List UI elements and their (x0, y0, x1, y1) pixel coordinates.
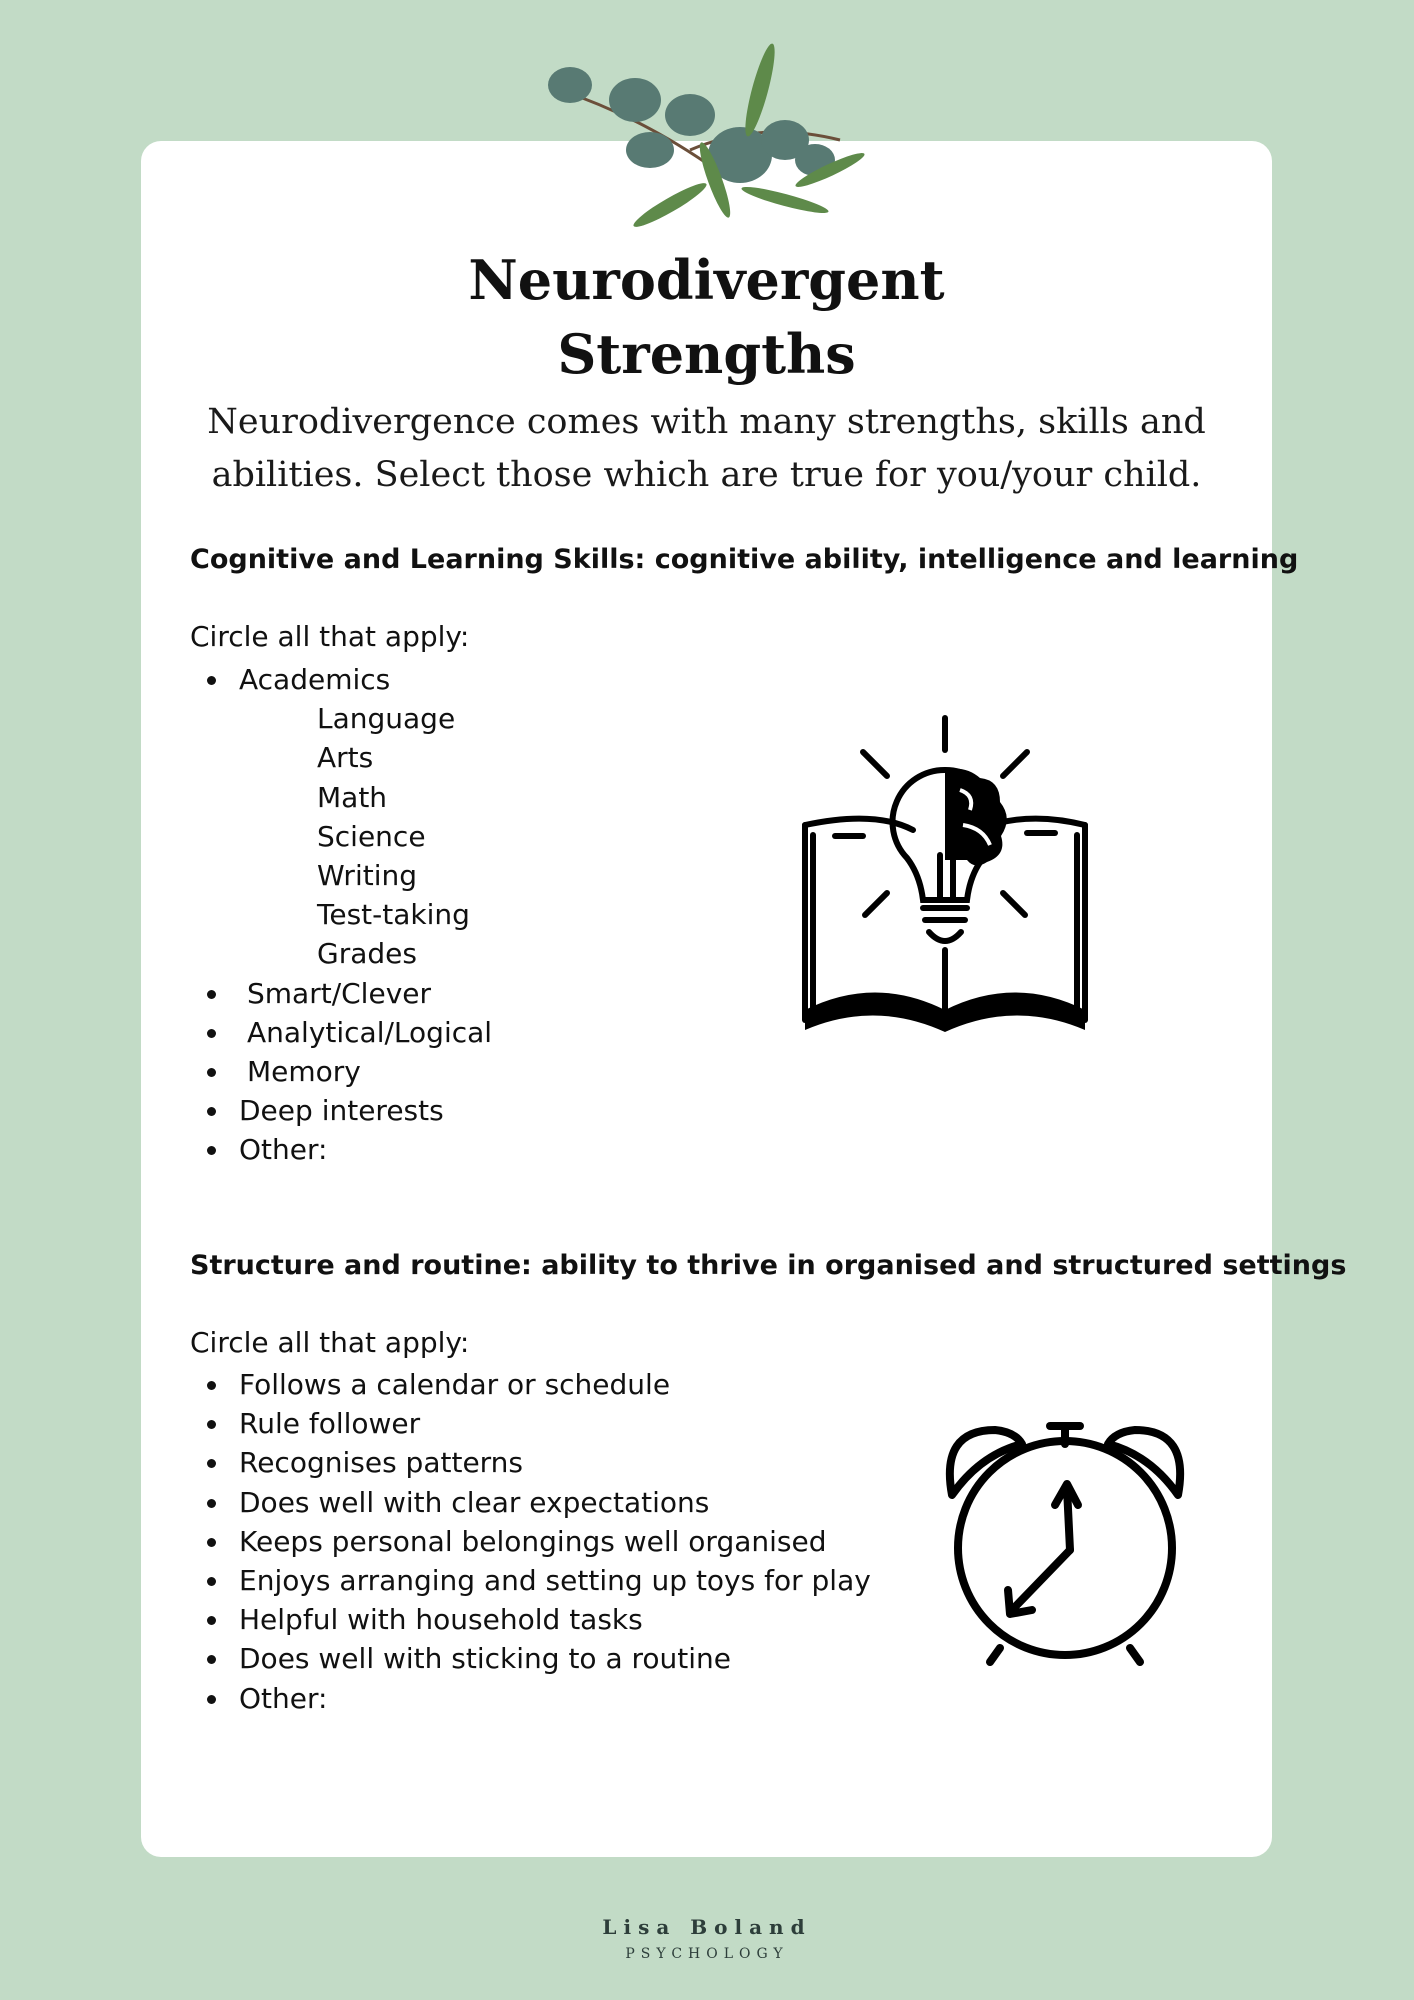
list-subitem[interactable]: Science (317, 819, 426, 853)
page-title-line-2: Strengths (557, 322, 856, 386)
list-subitem[interactable]: Math (317, 780, 388, 814)
structure-routine-list (190, 1365, 871, 1718)
book-lightbulb-brain-icon (795, 710, 1095, 1040)
list-item[interactable]: Rule follower (190, 1404, 871, 1443)
section-instruction-structure: Circle all that apply: (190, 1326, 470, 1359)
footer-brand-subtitle: PSYCHOLOGY (625, 1946, 789, 1962)
page-title (141, 243, 1272, 391)
footer-brand-name: Lisa Boland (602, 1915, 812, 1939)
list-item[interactable]: Does well with sticking to a routine (190, 1639, 871, 1678)
section-heading-structure: Structure and routine: ability to thrive in organised and structured settings (190, 1250, 1347, 1281)
eucalyptus-leaves-decoration (540, 30, 880, 250)
list-item[interactable]: Other: (190, 1130, 492, 1169)
list-subitem[interactable]: Arts (317, 741, 374, 775)
list-item[interactable]: Enjoys arranging and setting up toys for play (190, 1561, 871, 1600)
section-heading-cognitive: Cognitive and Learning Skills: cognitive ability, intelligence and learning (190, 544, 1299, 575)
intro-line-2: abilities. Select those which are true for you/your child. (211, 455, 1202, 495)
list-subitem[interactable]: Test-taking (317, 898, 470, 932)
list-item[interactable]: Keeps personal belongings well organised (190, 1522, 871, 1561)
list-item[interactable]: Analytical/Logical (190, 1013, 492, 1052)
cognitive-skills-list (190, 660, 492, 1169)
list-item[interactable]: Follows a calendar or schedule (190, 1365, 871, 1404)
list-subitem[interactable]: Writing (317, 858, 417, 892)
list-item[interactable]: Other: (190, 1679, 871, 1718)
intro-line-1: Neurodivergence comes with many strengths, skills and (207, 402, 1206, 442)
list-item[interactable]: Deep interests (190, 1091, 492, 1130)
intro-text (141, 396, 1272, 502)
list-subitem[interactable]: Grades (317, 937, 417, 971)
section-instruction-cognitive: Circle all that apply: (190, 620, 470, 653)
list-subitem[interactable]: Language (317, 702, 456, 736)
list-item[interactable]: Recognises patterns (190, 1443, 871, 1482)
list-item[interactable]: Does well with clear expectations (190, 1483, 871, 1522)
list-item[interactable]: Academics (190, 660, 492, 699)
page-title-line-1: Neurodivergent (468, 248, 945, 312)
list-item[interactable]: Helpful with household tasks (190, 1600, 871, 1639)
list-item[interactable]: Smart/Clever (190, 974, 492, 1013)
alarm-clock-icon (940, 1410, 1190, 1680)
list-item[interactable]: Memory (190, 1052, 492, 1091)
